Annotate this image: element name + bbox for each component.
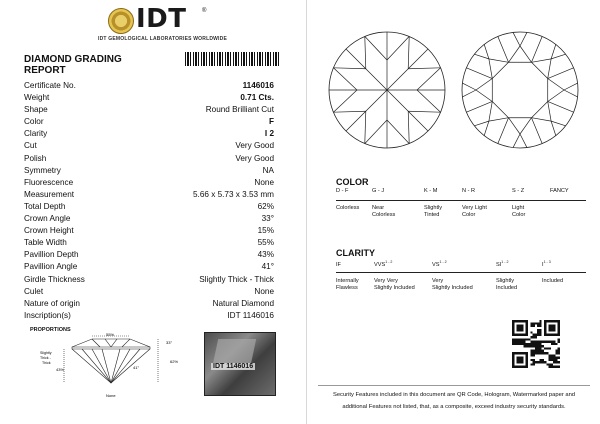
report-field-row: [24, 104, 274, 116]
field-label: Culet: [24, 286, 44, 296]
field-value: 55%: [257, 238, 274, 248]
field-value: 62%: [257, 201, 274, 211]
pavilion-angle-value: 41°: [133, 365, 140, 370]
field-label: Total Depth: [24, 201, 66, 211]
clarity-grade-description: [432, 278, 473, 292]
logo-wordmark: IDT: [136, 4, 187, 34]
report-field-row: [24, 298, 274, 310]
field-label: Weight: [24, 93, 50, 103]
report-field-row: [24, 225, 274, 237]
pavilion-depth-value: 43%: [56, 367, 65, 372]
color-grade: S - Z: [512, 188, 525, 194]
color-grade: FANCY: [550, 188, 569, 194]
report-field-row: [24, 286, 274, 298]
barcode: [185, 52, 281, 66]
clarity-grade-sup: 1 - 2: [501, 260, 509, 264]
crown-angle-value: 33°: [166, 340, 173, 345]
total-depth-value: 62%: [170, 359, 179, 364]
field-label: Nature of origin: [24, 298, 80, 308]
description-line: Tinted: [424, 212, 440, 218]
logo-subtitle: IDT GEMOLOGICAL LABORATORIES WORLDWIDE: [98, 36, 227, 42]
field-value: Natural Diamond: [212, 298, 274, 308]
title-line-1: DIAMOND GRADING: [24, 54, 122, 65]
clarity-grade-description: [542, 278, 563, 285]
color-rule: [336, 200, 586, 201]
color-descriptions: [336, 205, 586, 221]
culet-value: None: [106, 393, 116, 398]
clarity-grade-base: VS: [432, 261, 440, 268]
color-grade: D - F: [336, 188, 349, 194]
field-label: Table Width: [24, 238, 67, 248]
report-field-row: [24, 80, 274, 92]
description-line: Color: [512, 212, 526, 218]
field-value: Round Brilliant Cut: [205, 105, 274, 115]
clarity-grade-sup: 1 - 2: [439, 260, 447, 264]
clarity-grade-base: IF: [336, 261, 341, 268]
field-label: Pavillion Depth: [24, 250, 79, 260]
clarity-grade-base: I: [542, 261, 544, 268]
pavilion-plot-diagram: [460, 30, 580, 150]
proportions-title: PROPORTIONS: [30, 327, 71, 333]
report-field-row: [24, 237, 274, 249]
field-label: Crown Height: [24, 226, 74, 236]
report-field-row: [24, 177, 274, 189]
field-value: F: [268, 117, 274, 127]
field-label: Fluorescence: [24, 177, 74, 187]
field-label: Polish: [24, 153, 47, 163]
field-value: Very Good: [235, 141, 274, 151]
report-title: [24, 54, 122, 76]
report-field-row: [24, 153, 274, 165]
report-field-row: [24, 140, 274, 152]
clarity-grade-sup: 1 - 2: [385, 260, 393, 264]
description-line: Colorless: [372, 212, 396, 218]
color-grade-description: [372, 205, 395, 219]
table-pct: 55%: [106, 333, 115, 337]
field-value: 15%: [257, 226, 274, 236]
color-grade-description: [462, 205, 487, 219]
field-label: Cut: [24, 141, 37, 151]
report-field-row: [24, 165, 274, 177]
field-value: None: [254, 286, 274, 296]
footer-line-2: additional Features not listed, that, as a composite, exceed industry security standards.: [342, 404, 566, 410]
girdle-label-1: Slightly: [40, 351, 52, 355]
clarity-grade: [542, 260, 551, 268]
title-line-2: REPORT: [24, 65, 66, 76]
clarity-grade: [496, 260, 509, 268]
color-grades: [336, 188, 586, 196]
field-value: 41°: [261, 262, 274, 272]
color-grade-description: [424, 205, 442, 219]
field-value: None: [254, 177, 274, 187]
color-scale-title: COLOR: [336, 177, 369, 187]
color-grade: G - J: [372, 188, 385, 194]
field-value: NA: [262, 165, 274, 175]
fold-divider: [306, 0, 307, 424]
color-grade: K - M: [424, 188, 438, 194]
field-label: Girdle Thickness: [24, 274, 85, 284]
clarity-descriptions: [336, 278, 586, 294]
field-value: IDT 1146016: [227, 310, 274, 320]
crown-plot-diagram: [327, 30, 447, 150]
description-line: Flawless: [336, 285, 358, 291]
clarity-scale-title: CLARITY: [336, 248, 375, 258]
clarity-grade: [336, 260, 341, 268]
clarity-grade: [432, 260, 447, 268]
security-footer: [318, 385, 590, 413]
field-value: Slightly Thick - Thick: [199, 274, 274, 284]
description-line: Color: [462, 212, 476, 218]
field-value: 5.66 x 5.73 x 3.53 mm: [192, 189, 274, 199]
report-fields: [24, 80, 274, 322]
description-line: Included: [496, 285, 518, 291]
clarity-grade-description: [336, 278, 359, 292]
field-label: Inscription(s): [24, 310, 71, 320]
clarity-grade-sup: 1 - 3: [543, 260, 551, 264]
clarity-grade-base: SI: [496, 261, 502, 268]
description-line: Slightly: [424, 205, 443, 211]
clarity-grade-base: VVS: [374, 261, 386, 268]
field-label: Measurement: [24, 189, 75, 199]
color-grade-description: [336, 205, 359, 212]
footer-line-1: Security Features included in this document are QR Code, Hologram, Watermarked paper and: [332, 392, 576, 398]
report-field-row: [24, 201, 274, 213]
description-line: Light: [512, 205, 525, 211]
description-line: Internally: [336, 278, 359, 284]
report-field-row: [24, 128, 274, 140]
description-line: Slightly: [496, 278, 515, 284]
description-line: Included: [542, 278, 564, 284]
field-label: Crown Angle: [24, 214, 71, 224]
report-field-row: [24, 310, 274, 322]
idt-logo: [108, 6, 208, 38]
description-line: Slightly Included: [374, 285, 415, 291]
color-grade-description: [512, 205, 525, 219]
clarity-grade: [374, 260, 392, 268]
report-field-row: [24, 261, 274, 273]
description-line: Very Very: [374, 278, 398, 284]
description-line: Very: [432, 278, 444, 284]
report-field-row: [24, 189, 274, 201]
description-line: Colorless: [336, 205, 360, 211]
clarity-grade-description: [496, 278, 517, 292]
report-field-row: [24, 116, 274, 128]
diamond-photo: [204, 332, 276, 396]
photo-inscription-label: IDT 1146016: [213, 363, 254, 370]
field-value: 43%: [257, 250, 274, 260]
report-field-row: [24, 274, 274, 286]
report-field-row: [24, 213, 274, 225]
field-label: Pavillion Angle: [24, 262, 78, 272]
field-value: 33°: [261, 214, 274, 224]
registered-mark: ®: [202, 8, 207, 14]
field-label: Symmetry: [24, 165, 61, 175]
field-value: 1146016: [242, 81, 274, 90]
field-label: Clarity: [24, 129, 48, 139]
field-label: Color: [24, 117, 44, 127]
field-value: Very Good: [235, 153, 274, 163]
seal-icon: [108, 8, 134, 34]
description-line: Slightly Included: [432, 285, 473, 291]
girdle-label-2: Thick -: [40, 356, 51, 360]
description-line: Very Light: [462, 205, 487, 211]
clarity-rule: [336, 272, 586, 273]
field-value: I 2: [264, 129, 274, 139]
description-line: Near: [372, 205, 385, 211]
clarity-grades: [336, 260, 586, 268]
report-field-row: [24, 249, 274, 261]
report-field-row: [24, 92, 274, 104]
field-value: 0.71 Cts.: [240, 93, 274, 103]
field-label: Certificate No.: [24, 81, 76, 90]
qr-code-icon: [512, 320, 560, 368]
color-grade: N - R: [462, 188, 476, 194]
proportions-diagram: [30, 333, 190, 403]
clarity-grade-description: [374, 278, 415, 292]
field-label: Shape: [24, 105, 48, 115]
girdle-label-3: Thick: [42, 361, 51, 365]
